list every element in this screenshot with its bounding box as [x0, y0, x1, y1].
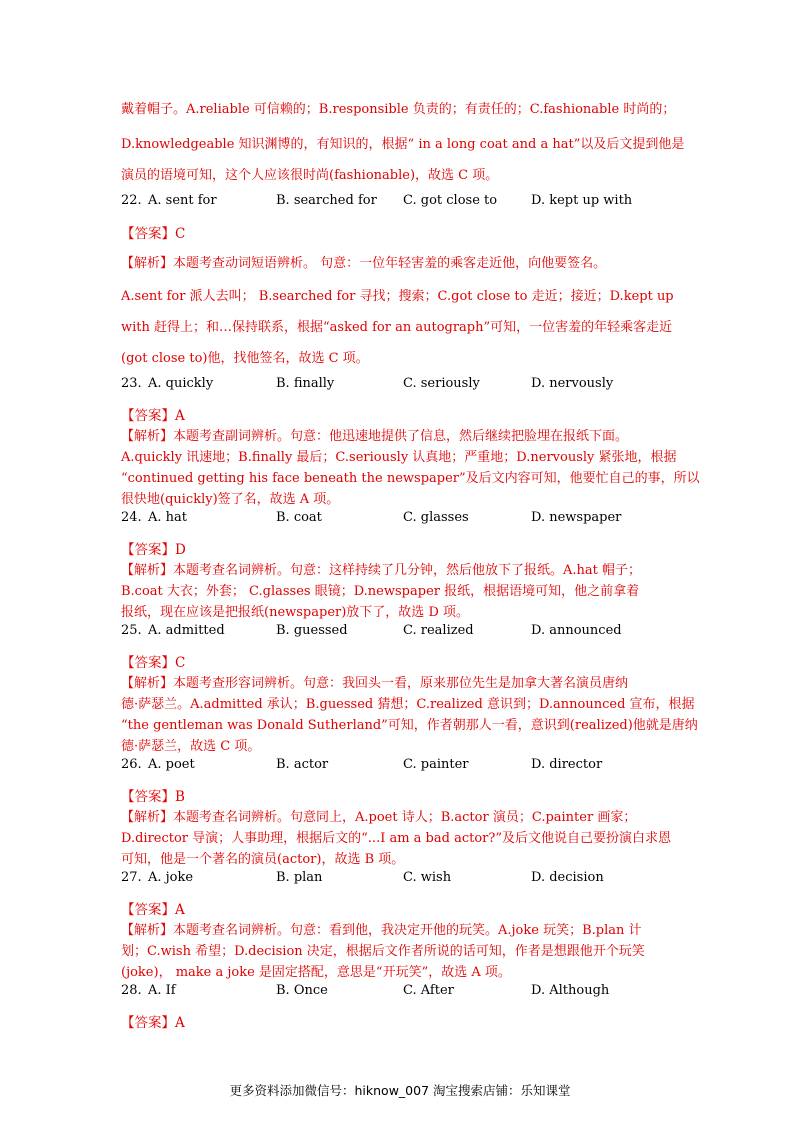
option-d: D. kept up with: [531, 193, 633, 208]
explanation-25-line-3: “the gentleman was Donald Sutherland”可知，作者朝那人一看，意识到(realized)他就是唐纳: [121, 718, 698, 733]
explanation-23-line-3: “continued getting his face beneath the newspaper”及后文内容可知，他要忙自己的事，所以: [121, 471, 700, 486]
option-d: D. Although: [531, 983, 610, 998]
question-number: 23.: [121, 376, 142, 391]
question-number: 25.: [121, 623, 142, 638]
option-c: C. painter: [403, 757, 469, 772]
explanation-23-line-1: 【解析】本题考查副词辨析。句意：他迅速地提供了信息，然后继续把脸埋在报纸下面。: [121, 429, 629, 444]
question-number: 27.: [121, 870, 142, 885]
option-c: C. After: [403, 983, 454, 998]
explanation-22-line-4: (got close to)他，找他签名，故选 C 项。: [121, 351, 369, 366]
option-b: B. searched for: [276, 193, 377, 208]
option-a: A. poet: [148, 757, 195, 772]
option-d: D. decision: [531, 870, 604, 885]
answer-26: 【答案】B: [121, 789, 185, 805]
intro-line-2: D.knowledgeable 知识渊博的，有知识的，根据“ in a long coat and a hat”以及后文提到他是: [121, 137, 685, 152]
question-number: 28.: [121, 983, 142, 998]
option-d: D. director: [531, 757, 603, 772]
option-b: B. finally: [276, 376, 335, 391]
question-25: [121, 623, 681, 638]
option-a: A. quickly: [148, 376, 214, 391]
explanation-24-line-3: 报纸，现在应该是把报纸(newspaper)放下了，故选 D 项。: [121, 605, 469, 620]
explanation-24-line-2: B.coat 大衣；外套； C.glasses 眼镜；D.newspaper 报纸，根据语境可知，他之前拿着: [121, 584, 640, 599]
question-28: [121, 983, 681, 998]
intro-line-3: 演员的语境可知，这个人应该很时尚(fashionable)，故选 C 项。: [121, 168, 499, 183]
option-b: B. guessed: [276, 623, 348, 638]
page-footer: 更多资料添加微信号：hiknow_007 淘宝搜索店铺：乐知课堂: [229, 1083, 571, 1098]
question-number: 26.: [121, 757, 142, 772]
question-27: [121, 870, 681, 885]
answer-27: 【答案】A: [121, 902, 185, 918]
option-a: A. admitted: [148, 623, 225, 638]
option-c: C. realized: [403, 623, 474, 638]
option-c: C. glasses: [403, 510, 469, 525]
question-24: [121, 510, 681, 525]
explanation-22-line-1: 【解析】本题考查动词短语辨析。 句意：一位年轻害羞的乘客走近他，向他要签名。: [121, 256, 607, 271]
question-26: [121, 757, 681, 772]
option-c: C. seriously: [403, 376, 480, 391]
explanation-26-line-3: 可知，他是一个著名的演员(actor)，故选 B 项。: [121, 852, 405, 867]
option-c: C. wish: [403, 870, 452, 885]
question-22: [121, 193, 681, 208]
explanation-26-line-2: D.director 导演；人事助理，根据后文的“...I am a bad actor?”及后文他说自己要扮演白求恩: [121, 831, 671, 846]
option-d: D. announced: [531, 623, 622, 638]
explanation-26-line-1: 【解析】本题考查名词辨析。句意同上，A.poet 诗人；B.actor 演员；C.painter 画家；: [121, 810, 637, 825]
option-b: B. coat: [276, 510, 322, 525]
explanation-27-line-3: (joke)， make a joke 是固定搭配，意思是“开玩笑”，故选 A 项。: [121, 965, 511, 980]
explanation-27-line-2: 划；C.wish 希望；D.decision 决定，根据后文作者所说的话可知，作者是想跟他开个玩笑: [121, 944, 645, 959]
explanation-25-line-2: 德·萨瑟兰。A.admitted 承认；B.guessed 猜想；C.realized 意识到；D.announced 宣布，根据: [121, 697, 695, 712]
option-a: A. joke: [148, 870, 194, 885]
option-c: C. got close to: [403, 193, 498, 208]
answer-25: 【答案】C: [121, 655, 186, 671]
explanation-27-line-1: 【解析】本题考查名词辨析。句意：看到他，我决定开他的玩笑。A.joke 玩笑；B.plan 计: [121, 923, 642, 938]
explanation-24-line-1: 【解析】本题考查名词辨析。句意：这样持续了几分钟，然后他放下了报纸。A.hat 帽子；: [121, 563, 642, 578]
question-number: 22.: [121, 193, 142, 208]
option-a: A. sent for: [148, 193, 217, 208]
explanation-22-line-2: A.sent for 派人去叫； B.searched for 寻找；搜索；C.got close to 走近；接近；D.kept up: [121, 289, 674, 304]
explanation-23-line-2: A.quickly 讯速地；B.finally 最后；C.seriously 认真地；严重地；D.nervously 紧张地，根据: [121, 450, 677, 465]
explanation-25-line-4: 德·萨瑟兰，故选 C 项。: [121, 739, 261, 754]
question-number: 24.: [121, 510, 142, 525]
explanation-22-line-3: with 赶得上；和…保持联系，根据“asked for an autograph”可知，一位害羞的年轻乘客走近: [121, 320, 673, 335]
answer-28: 【答案】A: [121, 1015, 185, 1031]
intro-line-1: 戴着帽子。A.reliable 可信赖的；B.responsible 负责的；有责任的；C.fashionable 时尚的；: [121, 102, 676, 117]
explanation-23-line-4: 很快地(quickly)签了名，故选 A 项。: [121, 492, 340, 507]
option-d: D. nervously: [531, 376, 614, 391]
option-a: A. hat: [148, 510, 187, 525]
option-d: D. newspaper: [531, 510, 622, 525]
option-b: B. Once: [276, 983, 328, 998]
option-b: B. actor: [276, 757, 329, 772]
answer-24: 【答案】D: [121, 542, 186, 558]
option-a: A. If: [148, 983, 176, 998]
answer-22: 【答案】C: [121, 226, 186, 242]
explanation-25-line-1: 【解析】本题考查形容词辨析。句意：我回头一看，原来那位先生是加拿大著名演员唐纳: [121, 676, 629, 691]
question-23: [121, 376, 681, 391]
option-b: B. plan: [276, 870, 323, 885]
answer-23: 【答案】A: [121, 408, 185, 424]
